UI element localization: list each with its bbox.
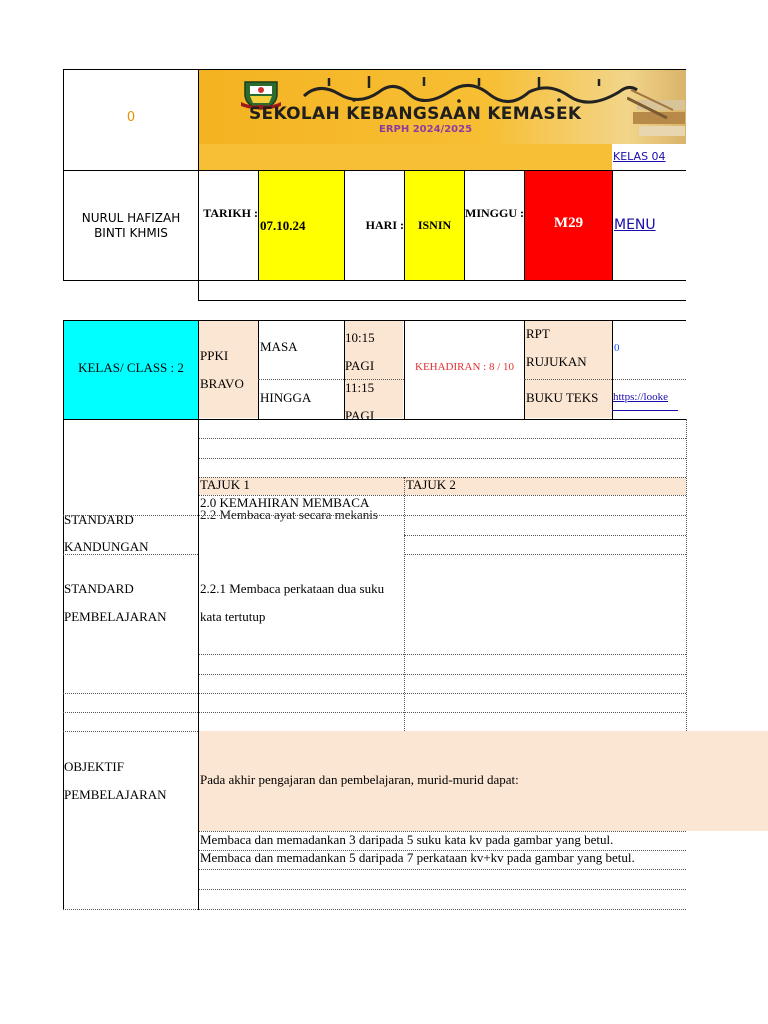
sp-label: STANDARD PEMBELAJARAN [64,581,167,624]
tarikh-value: 07.10.24 [260,218,306,233]
buku-link[interactable]: https://looke [613,391,668,403]
minggu-label: MINGGU : [465,206,524,220]
tarikh-label: TARIKH : [203,206,258,220]
minggu-value: M29 [553,215,584,231]
tajuk1-value: 2.0 KEMAHIRAN MEMBACA [200,495,370,510]
tajuk2-label: TAJUK 2 [406,477,456,492]
program-label: PPKI BRAVO [200,348,244,391]
banner-strip [199,144,612,170]
hari-value: ISNIN [417,218,452,232]
kelas-link[interactable]: KELAS 04 [613,150,666,163]
teacher-name: NURUL HAFIZAH BINTI KHMIS [81,211,181,240]
masa-value: 10:15 PAGI [345,330,375,373]
rpt-value: 0 [614,342,620,354]
kelas-label: KELAS/ CLASS : 2 [78,360,184,375]
counter-value: 0 [126,110,136,125]
hingga-label: HINGGA [260,390,312,405]
jawi-script-icon [299,74,639,104]
school-subtitle: ERPH 2024/2025 [379,124,473,135]
hari-label: HARI : [365,218,404,232]
hingga-value: 11:15 PAGI [345,380,375,423]
sp-value: 2.2.1 Membaca perkataan dua suku kata tertutup [200,581,385,624]
books-icon [627,70,686,144]
school-name: SEKOLAH KEBANGSAAN KEMASEK [249,104,582,124]
kehadiran-label: KEHADIRAN : 8 / 10 [415,361,514,373]
tajuk1-label: TAJUK 1 [200,477,250,492]
sk-value: 2.2 Membaca ayat secara mekanis [200,507,378,522]
school-banner [199,70,686,144]
buku-label: BUKU TEKS [526,390,599,405]
masa-label: MASA [260,339,298,354]
sk-label: STANDARD KANDUNGAN [64,512,149,554]
obj-item-1: Membaca dan memadankan 3 daripada 5 suku kata kv pada gambar yang betul. [200,832,614,847]
obj-item-2: Membaca dan memadankan 5 daripada 7 perkataan kv+kv pada gambar yang betul. [200,850,635,865]
menu-link[interactable]: MENU [614,217,656,233]
obj-label: OBJEKTIF PEMBELAJARAN [64,759,167,802]
obj-intro: Pada akhir pengajaran dan pembelajaran, murid-murid dapat: [200,772,519,787]
rpt-label: RPT RUJUKAN [526,326,587,369]
